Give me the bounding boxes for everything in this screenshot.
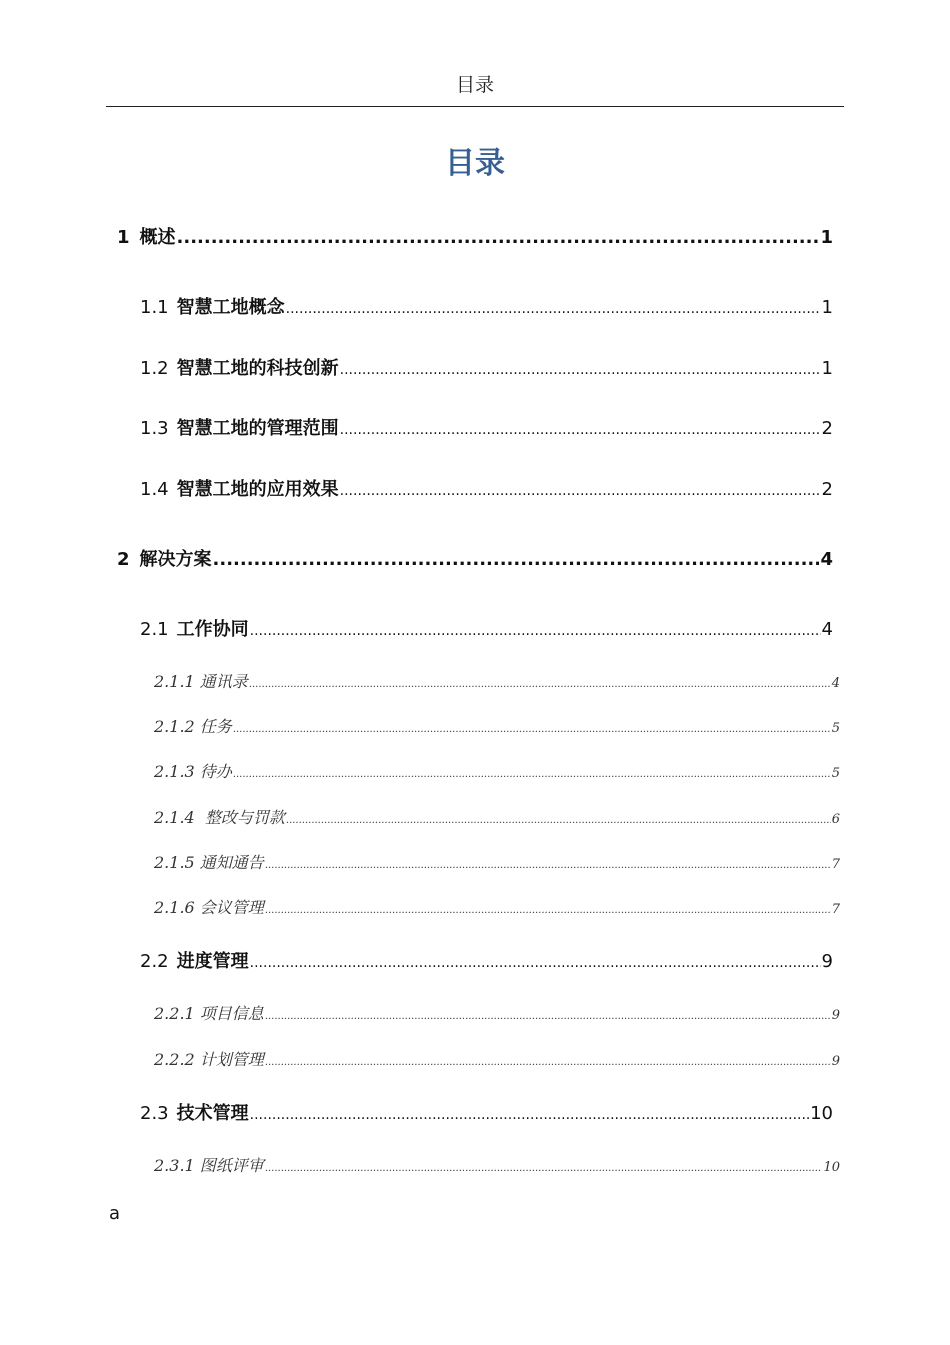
toc-page-number: 9	[821, 951, 833, 972]
toc-entry-title: 进度管理	[176, 951, 249, 972]
toc-entry-2-1-6[interactable]	[154, 897, 840, 922]
dot-leader	[233, 764, 831, 786]
toc-entry-title: 工作协同	[176, 619, 249, 640]
toc-entry-number: 1.1	[140, 297, 169, 318]
toc-entry-2-2[interactable]	[140, 950, 833, 975]
toc-entry-number: 2	[117, 549, 130, 570]
toc-entry-title: 概述	[139, 227, 176, 248]
toc-entry-title: 解决方案	[139, 549, 212, 570]
toc-entry-number: 1.3	[140, 418, 169, 439]
dot-leader	[265, 1158, 823, 1180]
toc-entry-title: 智慧工地的管理范围	[176, 418, 339, 439]
toc-entry-1-2[interactable]	[140, 357, 833, 382]
toc-entry-number: 2.3	[140, 1103, 169, 1124]
toc-entry-title: 2.1.2 任务	[154, 717, 232, 736]
toc-entry-1-4[interactable]	[140, 478, 833, 503]
dot-leader	[249, 674, 831, 696]
toc-page-number: 10	[810, 1103, 833, 1124]
toc-entry-2-1-2[interactable]	[154, 716, 840, 741]
toc-page-number: 4	[831, 676, 840, 691]
toc-page-number: 2	[821, 479, 833, 500]
toc-entry-title: 2.1.4 整改与罚款	[154, 808, 285, 827]
toc-entry-title: 2.1.6 会议管理	[154, 898, 264, 917]
dot-leader	[265, 1052, 831, 1074]
toc-entry-2-3-1[interactable]	[154, 1155, 840, 1180]
toc-page-number: 1	[821, 358, 833, 379]
toc-entry-title: 技术管理	[176, 1103, 249, 1124]
toc-entry-title: 智慧工地概念	[176, 297, 285, 318]
dot-leader	[286, 810, 831, 832]
toc-entry-2-2-2[interactable]	[154, 1049, 840, 1074]
toc-entry-2-1[interactable]	[140, 618, 833, 643]
toc-entry-2-2-1[interactable]	[154, 1003, 840, 1028]
dot-leader	[265, 855, 831, 877]
toc-entry-number: 2.2	[140, 951, 169, 972]
toc-title: 目录	[445, 146, 505, 181]
dot-leader	[233, 719, 831, 741]
dot-leader	[213, 548, 820, 572]
toc-entry-title: 2.1.5 通知通告	[154, 853, 264, 872]
header-title: 目录	[455, 74, 494, 96]
toc-page-number: 7	[831, 902, 840, 917]
toc-page-number: 4	[821, 619, 833, 640]
toc-page-number: 9	[831, 1008, 840, 1023]
toc-entry-2-1-3[interactable]	[154, 761, 840, 786]
toc-entry-title: 2.3.1 图纸评审	[154, 1156, 264, 1175]
toc-entry-number: 1.2	[140, 358, 169, 379]
toc-page-number: 6	[831, 812, 840, 827]
toc-page-number: 1	[820, 227, 833, 248]
dot-leader	[286, 297, 821, 321]
dot-leader	[340, 479, 821, 503]
toc-entry-2[interactable]	[117, 548, 833, 572]
toc-entry-title: 2.2.1 项目信息	[154, 1004, 264, 1023]
toc-entry-number: 1.4	[140, 479, 169, 500]
toc-entry-title: 2.1.1 通讯录	[154, 672, 248, 691]
toc-entry-2-3[interactable]	[140, 1102, 833, 1127]
toc-entry-1-3[interactable]	[140, 417, 833, 442]
toc-entry-title: 智慧工地的应用效果	[176, 479, 339, 500]
toc-entry-1-1[interactable]	[140, 296, 833, 321]
dot-leader	[250, 619, 821, 643]
toc-page-number: 5	[831, 721, 840, 736]
toc-entry-title: 2.1.3 待办	[154, 762, 232, 781]
dot-leader	[250, 951, 821, 975]
toc-page-number: 1	[821, 297, 833, 318]
toc-entry-number: 2.1	[140, 619, 169, 640]
dot-leader	[250, 1103, 809, 1127]
toc-page-number: 4	[820, 549, 833, 570]
dot-leader	[340, 418, 821, 442]
page-footer-mark: a	[109, 1203, 121, 1224]
toc-entry-title: 2.2.2 计划管理	[154, 1050, 264, 1069]
toc-entry-2-1-5[interactable]	[154, 852, 840, 877]
dot-leader	[340, 358, 821, 382]
dot-leader	[265, 1006, 831, 1028]
toc-entry-1[interactable]	[117, 226, 833, 250]
toc-entry-2-1-1[interactable]	[154, 671, 840, 696]
toc-entry-2-1-4[interactable]	[154, 807, 840, 832]
dot-leader	[265, 900, 831, 922]
toc-entry-title: 智慧工地的科技创新	[176, 358, 339, 379]
toc-entry-number: 1	[117, 227, 130, 248]
toc-page-number: 5	[831, 766, 840, 781]
toc-page-number: 10	[823, 1160, 840, 1175]
dot-leader	[177, 226, 820, 250]
toc-page-number: 7	[831, 857, 840, 872]
header-divider	[106, 106, 844, 107]
toc-page-number: 9	[831, 1054, 840, 1069]
toc-page-number: 2	[821, 418, 833, 439]
